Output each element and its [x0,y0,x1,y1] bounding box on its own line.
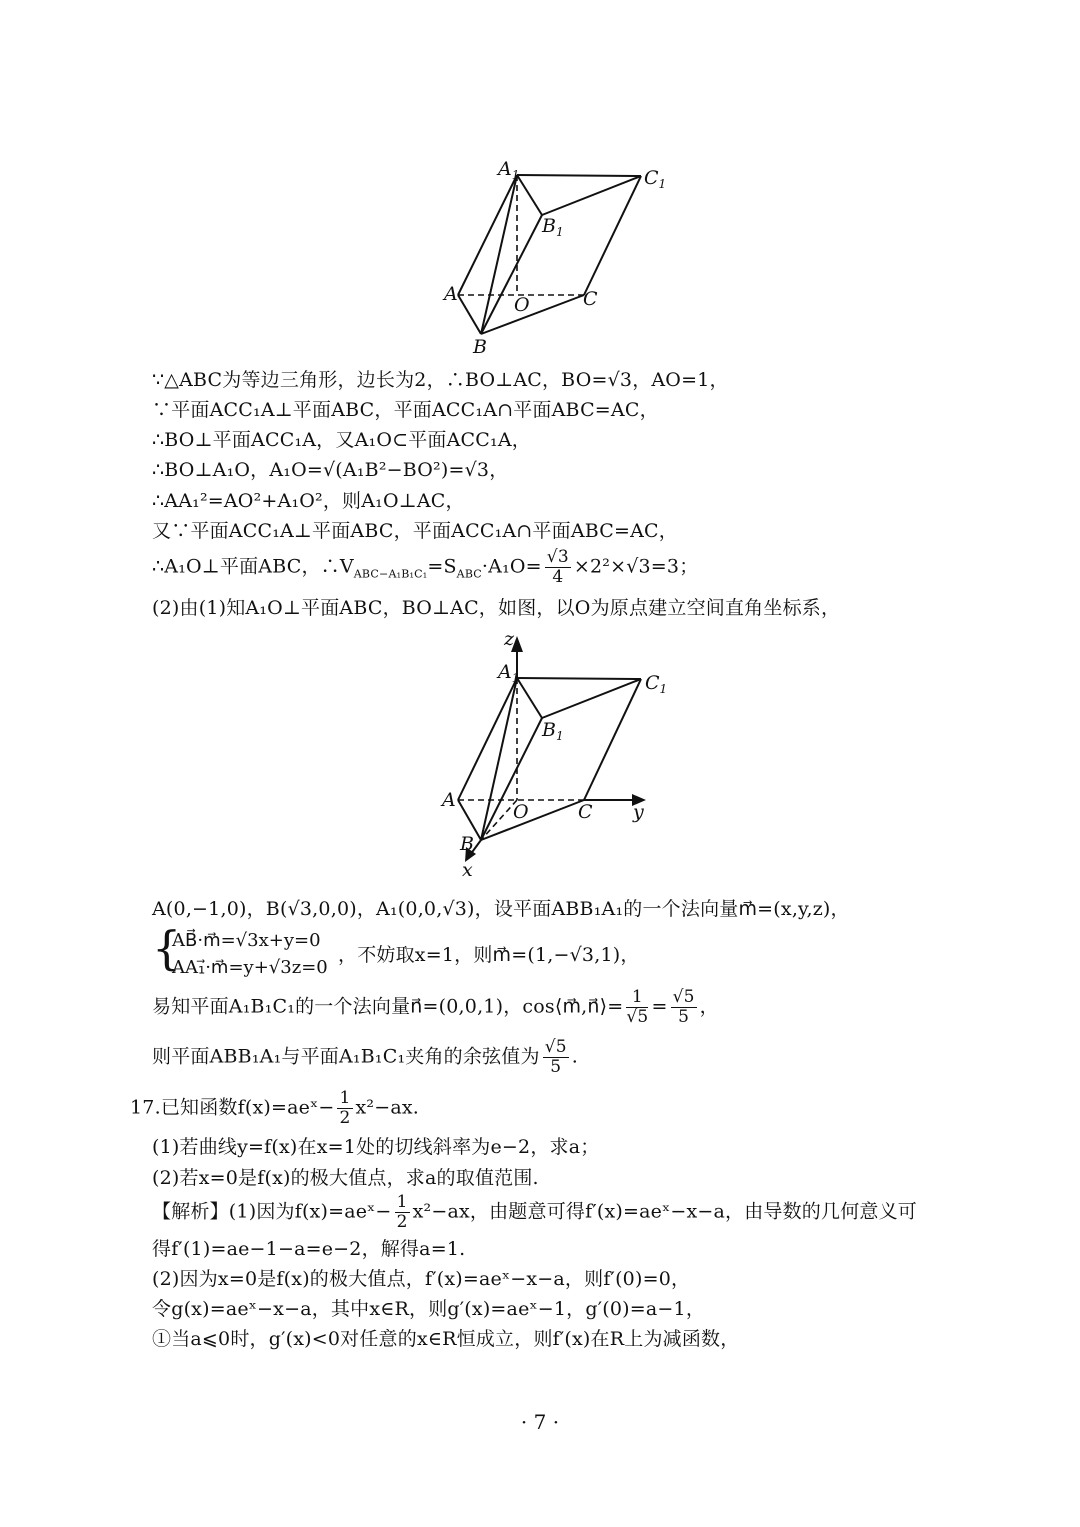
label-c1: $C_1$ [644,167,667,191]
label-b: B [460,833,474,855]
solution-line-6: 又∵平面ACC₁A⊥平面ABC，平面ACC₁A∩平面ABC=AC， [152,520,678,542]
analysis-line-3: (2)因为x=0是f(x)的极大值点，f′(x)=aeˣ−x−a，则f′(0)=0， [152,1268,691,1290]
label-y: y [633,801,644,823]
problem-17-stem: 17.已知函数f(x)=aeˣ− $\frac{1}{2}$ x²−ax. [130,1088,420,1128]
label-a1: $A_1$ [498,661,520,685]
solution-line-4: ∴BO⊥A₁O，A₁O=√(A₁B²−BO²)=√3， [152,459,509,481]
label-a: A [444,283,458,305]
analysis-line-5: ①当a⩽0时，g′(x)<0对任意的x∈R恒成立，则f′(x)在R上为减函数， [152,1328,740,1350]
page-number: · 7 · [520,1410,560,1434]
conclusion-line: 则平面ABB₁A₁与平面A₁B₁C₁夹角的余弦值为 $\frac{√5}{5}$ . [152,1037,578,1077]
analysis-line-1: 【解析】(1)因为f(x)=aeˣ− $\frac{1}{2}$ x²−ax，由题意可得f′(x)=aeˣ−x−a，由导数的几何意义可 [152,1192,918,1232]
solution-line-3: ∴BO⊥平面ACC₁A，又A₁O⊂平面ACC₁A， [152,429,531,451]
solution-line-1: ∵△ABC为等边三角形，边长为2，∴BO⊥AC，BO=√3，AO=1， [152,369,729,391]
label-o: O [514,294,530,316]
system-tail: ，不妨取x=1，则m⃗=(1,−√3,1)， [338,944,640,966]
volume-line: ∴A₁O⊥平面ABC，$\therefore V_{ABC-A_1B_1C_1}=S_{ABC}\cdot A_1O=$ $\frac{√3}{4}$ ×2²×√3=3； [152,547,699,587]
normal-vector-line: 易知平面A₁B₁C₁的一个法向量n⃗=(0,0,1)，cos⟨m⃗,n⃗⟩= $\frac{1}{√5}$ = $\frac{√5}{5}$ ， [152,987,719,1027]
analysis-line-4: 令g(x)=aeˣ−x−a，其中x∈R，则g′(x)=aeˣ−1，g′(0)=a−1， [152,1298,706,1320]
system-brace: { [152,921,182,975]
part2-intro: (2)由(1)知A₁O⊥平面ABC，BO⊥AC，如图，以O为原点建立空间直角坐标系， [152,597,841,619]
solution-line-5: ∴AA₁²=AO²+A₁O²，则A₁O⊥AC， [152,490,465,512]
label-b: B [473,336,487,358]
label-c: C [583,288,598,310]
solution-line-2: ∵平面ACC₁A⊥平面ABC，平面ACC₁A∩平面ABC=AC， [152,399,659,421]
label-o: O [513,801,529,823]
label-a1: $A_1$ [498,158,520,182]
label-b1: $B_1$ [542,215,564,239]
label-a: A [442,789,456,811]
coordinate-figure-2 [430,625,680,885]
label-b1: $B_1$ [542,719,564,743]
label-z: z [504,628,515,650]
label-c: C [578,801,593,823]
label-c1: $C_1$ [645,672,668,696]
problem-17-q2: (2)若x=0是f(x)的极大值点，求a的取值范围. [152,1167,539,1189]
problem-17-q1: (1)若曲线y=f(x)在x=1处的切线斜率为e−2，求a； [152,1136,600,1158]
system-eq1: AB⃗·m⃗=√3x+y=0 [172,930,321,951]
system-eq2: AA₁⃗·m⃗=y+√3z=0 [172,957,328,978]
coordinates-line: A(0,−1,0)，B(√3,0,0)，A₁(0,0,√3)，设平面ABB₁A₁的一个法向量m⃗=(x,y,z)， [152,898,850,920]
analysis-line-2: 得f′(1)=ae−1−a=e−2，解得a=1. [152,1238,466,1260]
label-x: x [462,859,473,881]
prism-figure-1 [430,150,680,360]
